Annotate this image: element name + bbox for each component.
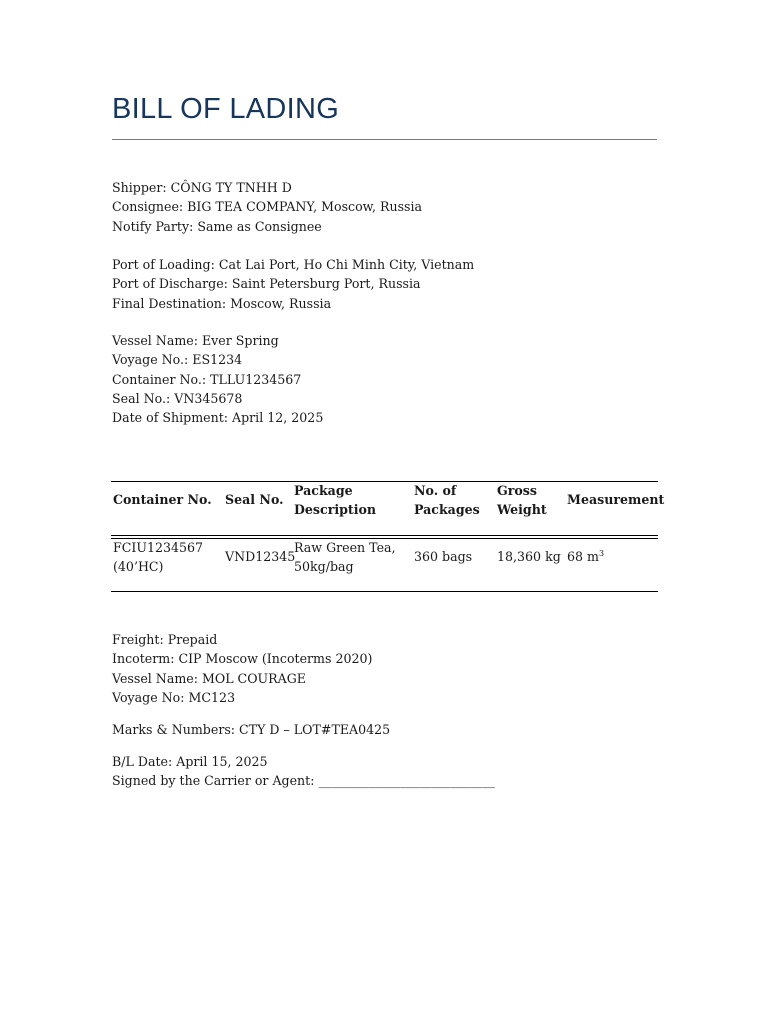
voyage-no-line: Voyage No.: ES1234	[112, 352, 243, 368]
terms-block	[112, 630, 372, 707]
header-container-no	[113, 490, 212, 509]
document-title: BILL OF LADING	[112, 93, 340, 125]
header-package-description	[294, 481, 376, 520]
table-bottom-rule	[111, 591, 658, 592]
vessel-block	[112, 331, 323, 427]
parties-block	[112, 178, 422, 236]
header-text: Measurement	[567, 492, 665, 507]
marks-numbers-line: Marks & Numbers: CTY D – LOT#TEA0425	[112, 722, 391, 737]
voyage-no-line-2: Voyage No: MC123	[112, 689, 236, 705]
header-text: Package	[294, 483, 353, 498]
closing-block	[112, 752, 495, 791]
shipper-line: Shipper: CÔNG TY TNHH D	[112, 180, 292, 195]
cell-packages: 360 bags	[414, 549, 473, 564]
ports-block	[112, 255, 474, 313]
cell-package	[294, 538, 396, 577]
final-destination-line: Final Destination: Moscow, Russia	[112, 295, 332, 311]
header-text: No. of	[414, 483, 457, 498]
measurement-value: 68 m	[567, 549, 599, 564]
cell-weight: 18,360 kg	[497, 549, 561, 564]
header-no-of-packages	[414, 481, 480, 520]
vessel-name-line-2: Vessel Name: MOL COURAGE	[112, 670, 306, 686]
header-rule-upper	[111, 535, 658, 536]
header-text: Weight	[497, 502, 547, 518]
vessel-name-line: Vessel Name: Ever Spring	[112, 333, 279, 348]
marks-block	[112, 720, 390, 739]
incoterm-line: Incoterm: CIP Moscow (Incoterms 2020)	[112, 651, 373, 667]
date-of-shipment-line: Date of Shipment: April 12, 2025	[112, 410, 324, 426]
cell-measurement	[567, 547, 604, 566]
cell-text: (40’HC)	[113, 559, 164, 575]
title-underline	[112, 139, 657, 140]
cell-text: FCIU1234567	[113, 540, 204, 555]
signature-line: Signed by the Carrier or Agent: ____________________________	[112, 773, 495, 789]
cell-text: 50kg/bag	[294, 559, 354, 575]
header-seal-no	[225, 490, 284, 509]
cell-seal: VND12345	[225, 549, 296, 564]
notify-party-line: Notify Party: Same as Consignee	[112, 218, 322, 234]
header-text: Description	[294, 502, 377, 518]
consignee-line: Consignee: BIG TEA COMPANY, Moscow, Russia	[112, 199, 423, 215]
cell-container	[113, 538, 203, 577]
table-top-rule	[111, 481, 658, 482]
header-gross-weight	[497, 481, 547, 520]
cargo-table	[111, 481, 665, 593]
bl-date-line: B/L Date: April 15, 2025	[112, 754, 268, 769]
cell-text: Raw Green Tea,	[294, 540, 396, 555]
freight-line: Freight: Prepaid	[112, 632, 218, 647]
port-of-discharge-line: Port of Discharge: Saint Petersburg Port, Russia	[112, 276, 421, 292]
container-no-line: Container No.: TLLU1234567	[112, 371, 302, 387]
port-of-loading-line: Port of Loading: Cat Lai Port, Ho Chi Minh City, Vietnam	[112, 257, 475, 272]
header-text: Seal No.	[225, 492, 284, 507]
seal-no-line: Seal No.: VN345678	[112, 390, 243, 406]
header-text: Packages	[414, 502, 480, 518]
header-text: Gross	[497, 483, 537, 498]
header-measurement	[567, 490, 664, 509]
measurement-superscript: 3	[598, 548, 605, 558]
header-text: Container No.	[113, 492, 212, 507]
